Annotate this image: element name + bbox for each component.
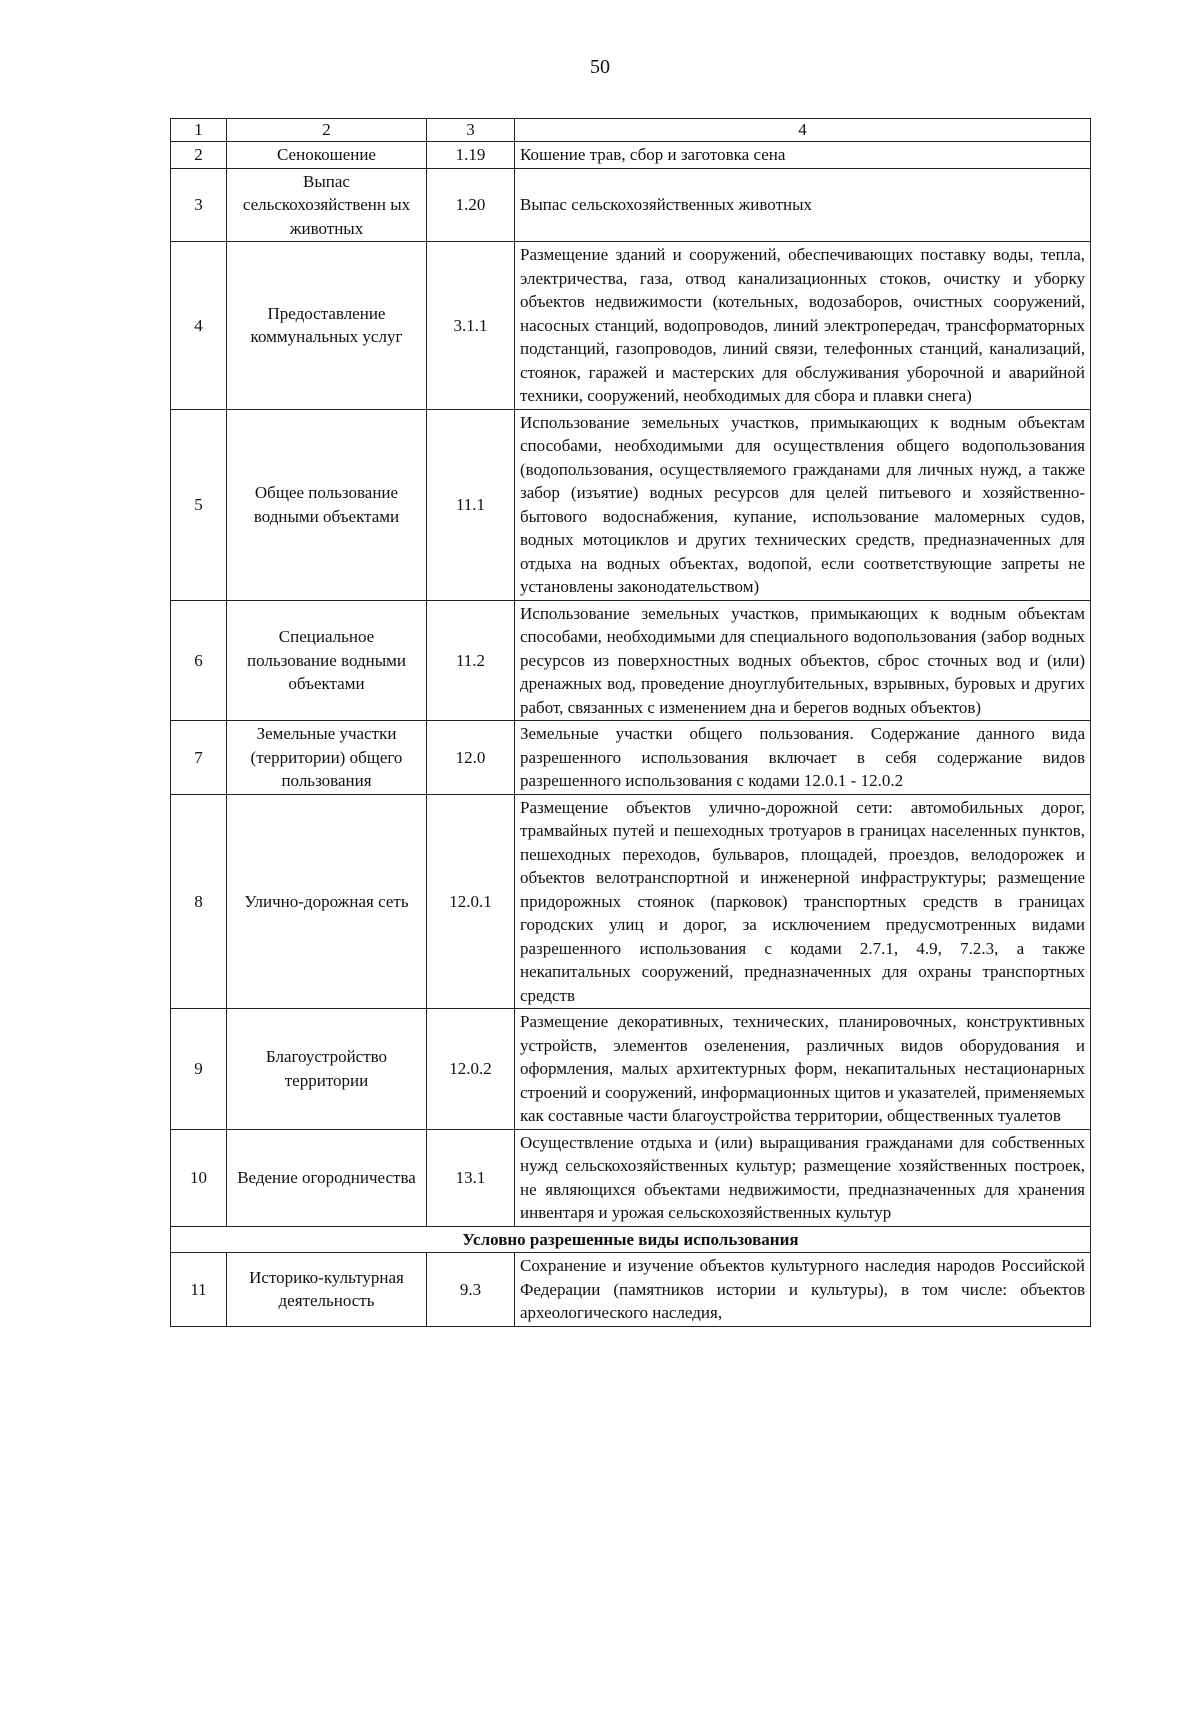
header-cell: 2: [227, 119, 427, 142]
use-type-code: 1.19: [427, 142, 515, 169]
use-type-description: Выпас сельскохозяйственных животных: [515, 168, 1091, 242]
row-number: 7: [171, 721, 227, 795]
row-number: 8: [171, 794, 227, 1009]
header-cell: 1: [171, 119, 227, 142]
page-number: 50: [590, 56, 610, 78]
use-type-name: Земельные участки (территории) общего пользования: [227, 721, 427, 795]
use-type-code: 12.0: [427, 721, 515, 795]
land-use-table: [170, 118, 1091, 1327]
table-row: [171, 1253, 1091, 1327]
row-number: 3: [171, 168, 227, 242]
row-number: 10: [171, 1129, 227, 1226]
header-cell: 4: [515, 119, 1091, 142]
use-type-code: 12.0.1: [427, 794, 515, 1009]
table-row: [171, 168, 1091, 242]
table-row: [171, 1009, 1091, 1130]
use-type-description: Использование земельных участков, примыкающих к водным объектам способами, необходимыми для специального водопользования (забор водных ресурсов из поверхностных водных объектов, сброс сточных вод и (или) дренажных вод, проведение дноуглубительных, взрывных, буровых и других работ, связанных с изменением дна и берегов водных объектов): [515, 600, 1091, 721]
use-type-name: Общее пользование водными объектами: [227, 409, 427, 600]
use-type-description: Размещение объектов улично-дорожной сети: автомобильных дорог, трамвайных путей и пешеходных тротуаров в границах населенных пунктов, пешеходных переходов, бульваров, площадей, проездов, велодорожек и объектов велотранспортной и инженерной инфраструктуры; размещение придорожных стоянок (парковок) транспортных средств в границах городских улиц и дорог, за исключением предусмотренных видами разрешенного использования с кодами 2.7.1, 4.9, 7.2.3, а также некапитальных сооружений, предназначенных для охраны транспортных средств: [515, 794, 1091, 1009]
use-type-description: Использование земельных участков, примыкающих к водным объектам способами, необходимыми для осуществления общего водопользования (водопользования, осуществляемого гражданами для личных нужд, а также забор (изъятие) водных ресурсов для целей питьевого и хозяйственно-бытового водоснабжения, купание, использование маломерных судов, водных мотоциклов и других технических средств, предназначенных для отдыха на водных объектах, водопой, если соответствующие запреты не установлены законодательством): [515, 409, 1091, 600]
use-type-name: Историко-культурная деятельность: [227, 1253, 427, 1327]
use-type-code: 9.3: [427, 1253, 515, 1327]
row-number: 6: [171, 600, 227, 721]
use-type-code: 12.0.2: [427, 1009, 515, 1130]
row-number: 4: [171, 242, 227, 410]
table-row: [171, 409, 1091, 600]
use-type-description: Сохранение и изучение объектов культурного наследия народов Российской Федерации (памятников истории и культуры), в том числе: объектов археологического наследия,: [515, 1253, 1091, 1327]
use-type-description: Осуществление отдыха и (или) выращивания гражданами для собственных нужд сельскохозяйственных культур; размещение хозяйственных построек, не являющихся объектами недвижимости, предназначенных для хранения инвентаря и урожая сельскохозяйственных культур: [515, 1129, 1091, 1226]
table-row: [171, 600, 1091, 721]
use-type-code: 13.1: [427, 1129, 515, 1226]
section-title: Условно разрешенные виды использования: [171, 1226, 1091, 1253]
use-type-code: 3.1.1: [427, 242, 515, 410]
row-number: 5: [171, 409, 227, 600]
use-type-code: 1.20: [427, 168, 515, 242]
table-row: [171, 1129, 1091, 1226]
use-type-code: 11.2: [427, 600, 515, 721]
row-number: 11: [171, 1253, 227, 1327]
use-type-description: Кошение трав, сбор и заготовка сена: [515, 142, 1091, 169]
table-row: [171, 242, 1091, 410]
header-row: [171, 119, 1091, 142]
section-row: [171, 1226, 1091, 1253]
table-row: [171, 142, 1091, 169]
use-type-name: Выпас сельскохозяйственн ых животных: [227, 168, 427, 242]
use-type-description: Размещение декоративных, технических, планировочных, конструктивных устройств, элементов озеленения, различных видов оборудования и оформления, малых архитектурных форм, некапитальных нестационарных строений и сооружений, информационных щитов и указателей, применяемых как составные части благоустройства территории, общественных туалетов: [515, 1009, 1091, 1130]
use-type-name: Специальное пользование водными объектами: [227, 600, 427, 721]
table-row: [171, 721, 1091, 795]
use-type-description: Размещение зданий и сооружений, обеспечивающих поставку воды, тепла, электричества, газа, отвод канализационных стоков, очистку и уборку объектов недвижимости (котельных, водозаборов, очистных сооружений, насосных станций, водопроводов, линий электропередач, трансформаторных подстанций, газопроводов, линий связи, телефонных станций, канализаций, стоянок, гаражей и мастерских для обслуживания уборочной и аварийной техники, сооружений, необходимых для сбора и плавки снега): [515, 242, 1091, 410]
header-cell: 3: [427, 119, 515, 142]
use-type-name: Улично-дорожная сеть: [227, 794, 427, 1009]
use-type-code: 11.1: [427, 409, 515, 600]
use-type-description: Земельные участки общего пользования. Содержание данного вида разрешенного использования включает в себя содержание видов разрешенного использования с кодами 12.0.1 - 12.0.2: [515, 721, 1091, 795]
use-type-name: Ведение огородничества: [227, 1129, 427, 1226]
use-type-name: Сенокошение: [227, 142, 427, 169]
table-row: [171, 794, 1091, 1009]
row-number: 2: [171, 142, 227, 169]
use-type-name: Предоставление коммунальных услуг: [227, 242, 427, 410]
use-type-name: Благоустройство территории: [227, 1009, 427, 1130]
row-number: 9: [171, 1009, 227, 1130]
